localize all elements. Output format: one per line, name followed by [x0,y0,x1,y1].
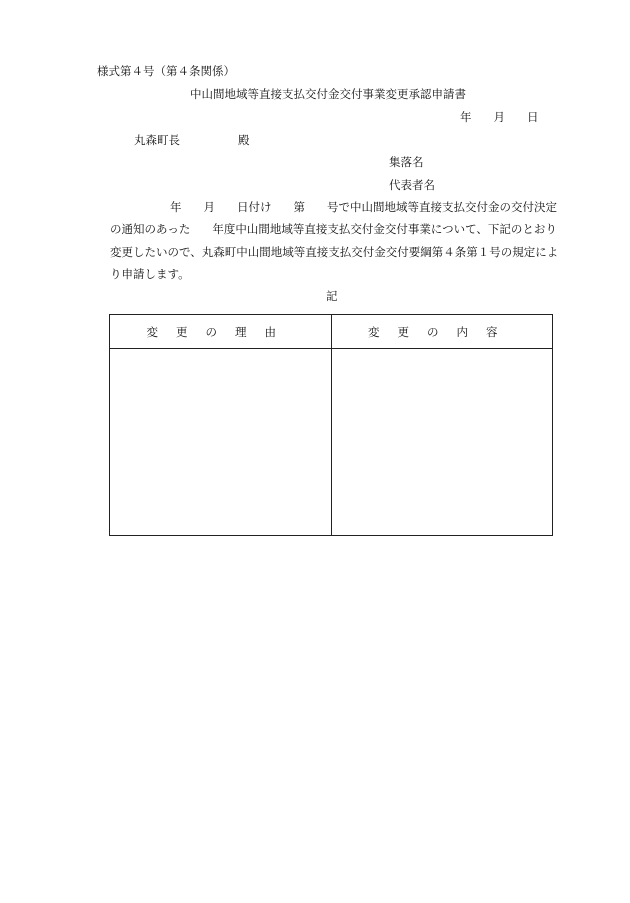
body-line-4: り申請します。 [110,267,190,281]
body-line-2-b: 年度中山間地域等直接支払交付金交付事業について、下記のとおり [212,222,557,236]
body-line-3: 変更したいので、丸森町中山間地域等直接支払交付金交付要綱第４条第１号の規定によ [110,245,559,259]
representative-name-label: 代表者名 [389,178,435,192]
date-day-label: 日 [527,110,539,124]
date-line [460,112,539,124]
change-content-cell[interactable] [331,349,553,536]
addressee [134,135,250,147]
change-reason-cell[interactable] [110,349,332,536]
header-change-reason: 変更の理由 [110,315,332,349]
body-number-prefix: 第 [293,200,305,214]
change-table-header [110,315,553,349]
body-line-2-a: の通知のあった [110,222,191,236]
ki-label: 記 [326,289,338,303]
header-change-content: 変更の内容 [331,315,553,349]
date-year-label: 年 [460,110,472,124]
body-line-1 [110,202,557,214]
body-month: 月 [203,200,215,214]
body-line-1-rest: 号で中山間地域等直接支払交付金の交付決定 [327,200,557,214]
addressee-name: 丸森町長 [134,133,180,147]
body-year: 年 [170,200,182,214]
change-table [109,314,553,536]
date-month-label: 月 [493,110,505,124]
addressee-honorific: 殿 [238,133,250,147]
document-title: 中山間地域等直接支払交付金交付事業変更承認申請書 [190,87,466,101]
body-line-2 [110,224,568,236]
village-name-label: 集落名 [389,155,424,169]
change-table-row [110,349,553,536]
form-number-label: 様式第４号（第４条関係） [97,64,235,78]
body-day: 日付け [237,200,272,214]
